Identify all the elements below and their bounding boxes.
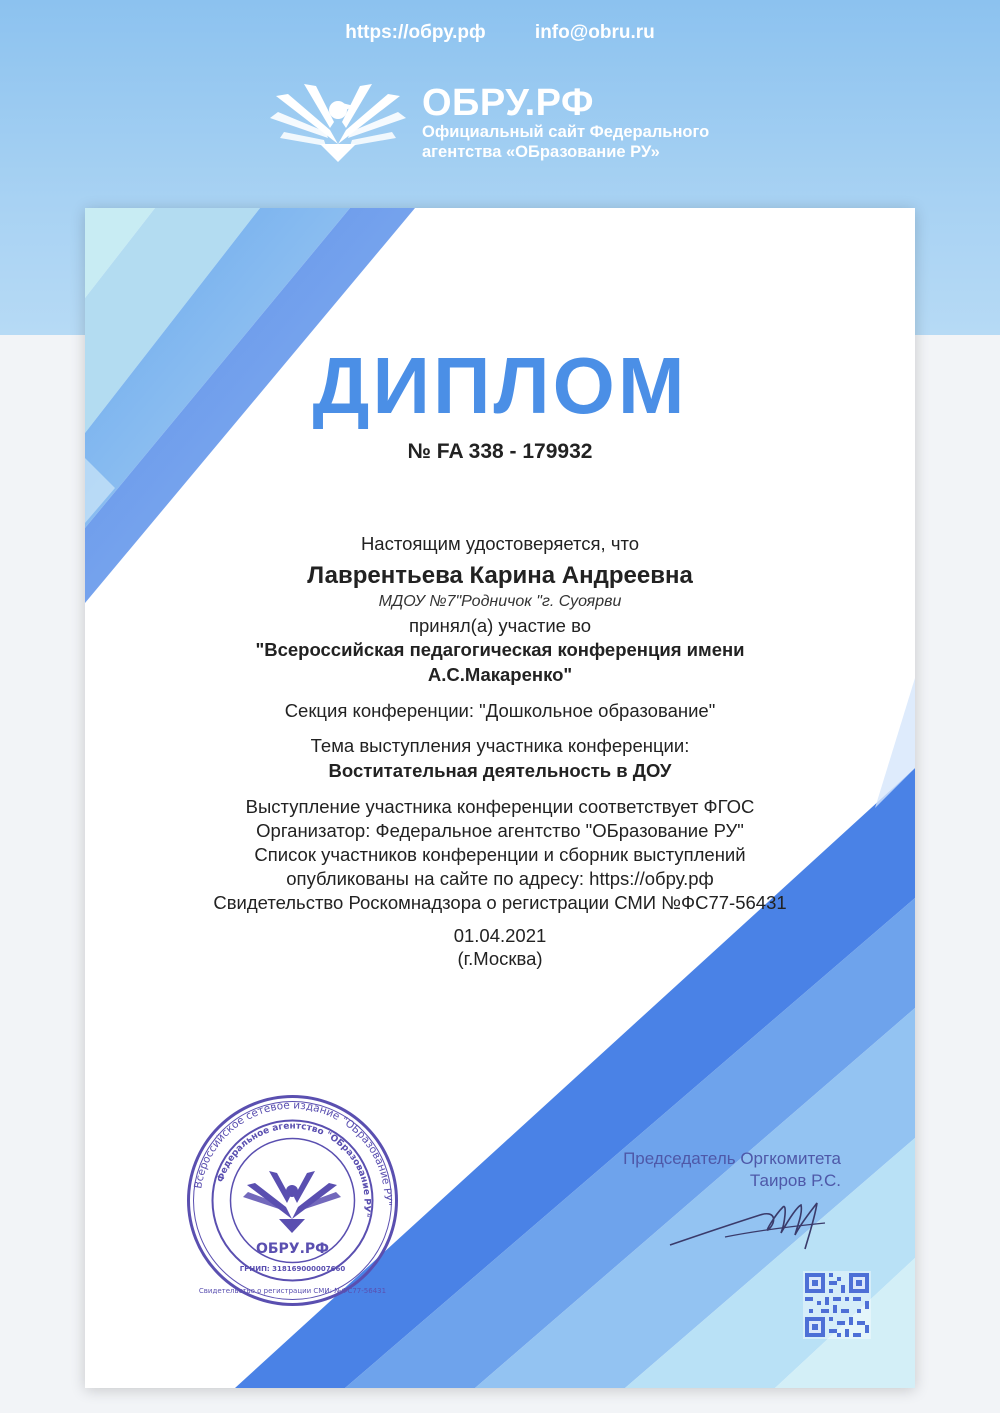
certify-text: Настоящим удостоверяется, что (360, 533, 640, 554)
header-links (0, 22, 1000, 44)
info-line: Организатор: Федеральное агентство "ОБразование РУ" (256, 820, 744, 841)
signature-block (581, 1148, 841, 1192)
topic-title: Воститательная деятельность в ДОУ (328, 760, 672, 781)
stamp-inner-text: Федеральное агентство "ОБразование РУ" (215, 1121, 372, 1218)
handwritten-signature (665, 1193, 835, 1253)
signer-role: Председатель Оргкомитета (623, 1149, 841, 1168)
conference-section: Секция конференции: "Дошкольное образование" (284, 700, 716, 721)
official-stamp (185, 1093, 400, 1308)
stamp-outer-text: Всероссийское сетевое издание "ОБразование РУ" (192, 1099, 394, 1207)
brand-subtitle: Официальный сайт Федерального агентства «ОБразование РУ» (422, 123, 710, 161)
stamp-grnip: ГРНИП: 318169000007660 (239, 1265, 346, 1273)
info-line: Список участников конференции и сборник выступлений (254, 844, 746, 865)
participation-text: принял(а) участие во (409, 615, 591, 636)
diploma-sheet (85, 208, 915, 1388)
brand-name: ОБРУ.РФ (422, 82, 594, 124)
stamp-registration: Свидетельство о регистрации СМИ: №ФС77-56431 (198, 1287, 387, 1295)
topic-label: Тема выступления участника конференции: (310, 735, 690, 756)
info-line: Свидетельство Роскомнадзора о регистрации СМИ №ФС77-56431 (213, 892, 787, 913)
diploma-title: ДИПЛОМ (312, 341, 688, 430)
info-line: Выступление участника конференции соответствует ФГОС (245, 796, 755, 817)
eagle-logo-icon (268, 82, 408, 167)
qr-code-icon[interactable] (803, 1271, 871, 1339)
email-link[interactable]: info@obru.ru (534, 22, 655, 43)
stamp-brand: ОБРУ.РФ (255, 1241, 330, 1257)
recipient-organization: МДОУ №7"Родничок "г. Суоярви (378, 593, 622, 610)
stamp-eagle-icon (243, 1171, 341, 1233)
site-url-link[interactable]: https://обру.рф (345, 22, 486, 43)
recipient-name: Лаврентьева Карина Андреевна (307, 562, 693, 589)
event-title-line1: "Всероссийская педагогическая конференция имени (255, 639, 745, 660)
info-line: опубликованы на сайте по адресу: https://обру.рф (286, 868, 714, 889)
issue-city: (г.Москва) (457, 948, 543, 969)
event-title-line2: А.С.Макаренко" (427, 664, 573, 685)
brand-logo-row (268, 82, 768, 172)
signer-name: Таиров Р.С. (749, 1171, 841, 1190)
diploma-number: № FA 338 - 179932 (407, 440, 593, 463)
issue-date: 01.04.2021 (453, 925, 547, 946)
